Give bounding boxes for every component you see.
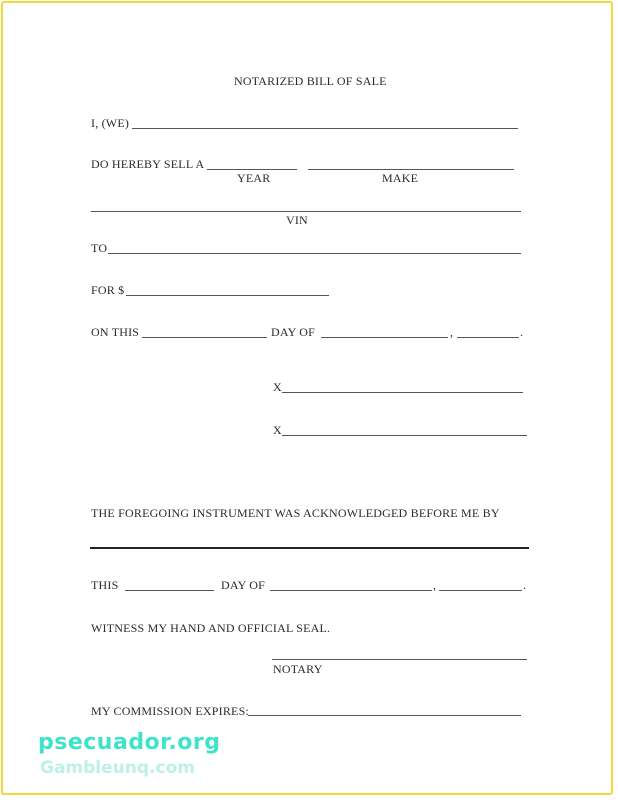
on-this-label: ON THIS — [91, 325, 140, 339]
notary-date-comma: , — [433, 578, 437, 592]
watermark-primary: psecuador.org — [38, 730, 221, 755]
notary-signature-field[interactable] — [272, 659, 527, 660]
vin-label: VIN — [286, 213, 308, 227]
this-label: THIS — [91, 578, 119, 592]
buyer-name-field[interactable] — [108, 253, 521, 254]
year-label: YEAR — [237, 171, 271, 185]
notary-label: NOTARY — [273, 662, 323, 676]
document-title: NOTARIZED BILL OF SALE — [234, 74, 387, 88]
date-period: . — [520, 325, 524, 339]
sale-month-field[interactable] — [321, 337, 448, 338]
date-comma: , — [450, 325, 454, 339]
witness-text: WITNESS MY HAND AND OFFICIAL SEAL. — [91, 621, 331, 635]
day-of-label: DAY OF — [271, 325, 315, 339]
sale-day-field[interactable] — [142, 337, 267, 338]
notary-year-field[interactable] — [439, 590, 522, 591]
sell-label: DO HEREBY SELL A — [91, 157, 205, 171]
make-label: MAKE — [382, 171, 419, 185]
seller-name-field[interactable] — [132, 128, 518, 129]
signature-field-1[interactable] — [282, 392, 523, 393]
signature-mark-2: X — [273, 423, 282, 437]
acknowledged-text: THE FOREGOING INSTRUMENT WAS ACKNOWLEDGED BEFORE ME BY — [91, 506, 500, 520]
year-field[interactable] — [207, 169, 297, 170]
sale-year-field[interactable] — [457, 337, 519, 338]
commission-label: MY COMMISSION EXPIRES: — [91, 704, 249, 718]
watermark-secondary: Gambleunq.com — [40, 758, 195, 778]
price-field[interactable] — [126, 295, 329, 296]
buyer-label: TO — [91, 241, 108, 255]
notary-day-field[interactable] — [125, 590, 214, 591]
day-of-label-2: DAY OF — [221, 578, 265, 592]
commission-expiry-field[interactable] — [248, 715, 521, 716]
price-label: FOR $ — [91, 283, 125, 297]
notary-date-period: . — [523, 578, 527, 592]
signature-field-2[interactable] — [282, 435, 527, 436]
seller-label: I, (WE) — [91, 116, 130, 130]
make-field[interactable] — [308, 169, 514, 170]
notary-month-field[interactable] — [270, 590, 432, 591]
vin-field[interactable] — [91, 211, 521, 212]
signature-mark-1: X — [273, 380, 282, 394]
acknowledged-by-field[interactable] — [90, 547, 529, 549]
